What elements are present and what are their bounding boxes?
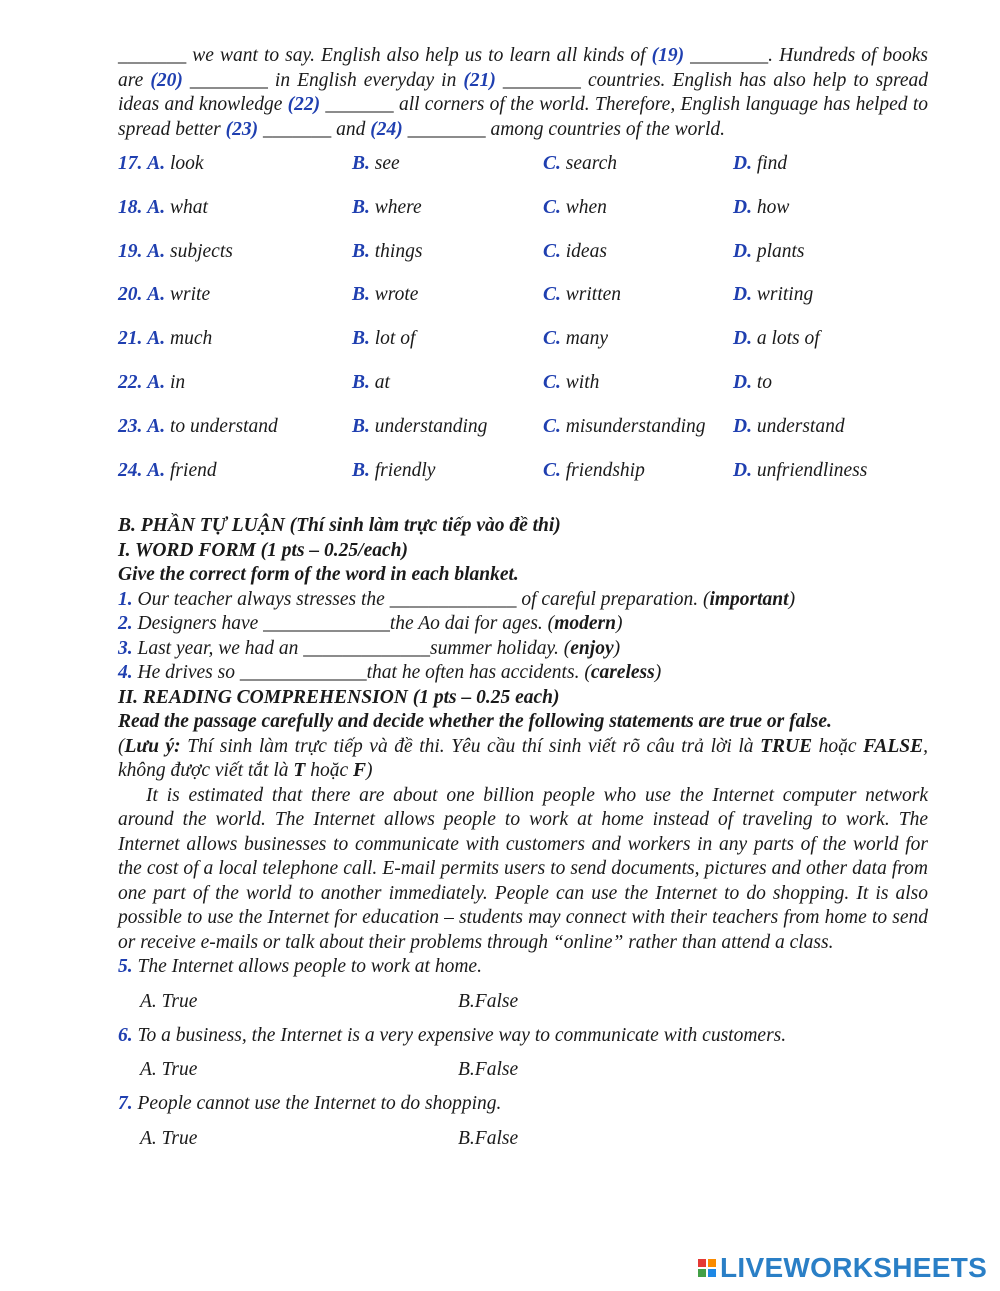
blank-21[interactable]: (21)	[463, 69, 496, 91]
question-row	[118, 371, 928, 415]
option-true[interactable]: A. True	[140, 1127, 198, 1149]
word-form-item[interactable]: 4. He drives so _____________that he often has accidents. (careless)	[118, 662, 662, 684]
option-d[interactable]: D. how	[733, 196, 790, 218]
option-a[interactable]: 17. A. look	[118, 153, 204, 174]
word-form-item[interactable]: 1. Our teacher always stresses the _____________ of careful preparation. (important)	[118, 588, 796, 610]
option-c[interactable]: C. misunderstanding	[543, 415, 706, 437]
question-row	[118, 196, 928, 240]
word-form-heading: I. WORD FORM (1 pts – 0.25/each)	[118, 539, 408, 561]
option-c[interactable]: C. ideas	[543, 240, 607, 262]
option-d[interactable]: D. plants	[733, 240, 805, 262]
option-d[interactable]: D. find	[733, 153, 788, 174]
option-b[interactable]: B. things	[352, 240, 423, 262]
reading-heading: II. READING COMPREHENSION (1 pts – 0.25 each)	[118, 686, 560, 708]
question-row	[118, 459, 928, 503]
option-b[interactable]: B. at	[352, 371, 390, 393]
option-d[interactable]: D. to	[733, 371, 773, 393]
statement: 7. People cannot use the Internet to do shopping.	[118, 1093, 502, 1115]
word-form-item[interactable]: 3. Last year, we had an _____________summer holiday. (enjoy)	[118, 637, 621, 659]
question-row	[118, 327, 928, 371]
reading-instruction: Read the passage carefully and decide whether the following statements are true or false.	[118, 711, 832, 733]
option-c[interactable]: C. with	[543, 371, 600, 393]
option-d[interactable]: D. unfriendliness	[733, 459, 868, 481]
option-a[interactable]: 22. A. in	[118, 371, 186, 393]
option-a[interactable]: 20. A. write	[118, 284, 211, 306]
option-c[interactable]: C. search	[543, 153, 618, 174]
option-false[interactable]: B.False	[458, 1059, 519, 1081]
option-d[interactable]: D. a lots of	[733, 328, 820, 350]
blank-23[interactable]: (23)	[225, 118, 259, 140]
option-a[interactable]: 23. A. to understand	[118, 415, 278, 437]
option-a[interactable]: 21. A. much	[118, 328, 213, 350]
blank-20[interactable]: (20)	[150, 69, 183, 91]
option-false[interactable]: B.False	[458, 990, 519, 1012]
reading-note: (Lưu ý: Thí sinh làm trực tiếp và đề thi. Yêu cầu thí sinh viết rõ câu trả lời là TRUE hoặc FALSE, không được viết tắt là T hoặc F)	[118, 735, 929, 782]
question-row	[118, 152, 928, 196]
option-c[interactable]: C. many	[543, 328, 609, 350]
question-row	[118, 240, 928, 284]
multiple-choice-list	[118, 152, 928, 502]
option-b[interactable]: B. understanding	[352, 415, 488, 437]
true-false-options	[140, 1058, 928, 1082]
word-form-instruction: Give the correct form of the word in each blanket.	[118, 564, 519, 586]
true-false-options	[140, 1127, 928, 1151]
question-row	[118, 283, 928, 327]
option-false[interactable]: B.False	[458, 1127, 519, 1149]
question-row	[118, 415, 928, 459]
reading-passage: It is estimated that there are about one billion people who use the Internet computer network around the world. The Internet allows people to work at home instead of traveling to work. The Internet allows businesses to communicate with customers and workers in any parts of the world for the cost of a local telephone call. E-mail permits users to send documents, pictures and other data from one part of the world to another immediately. People can use the Internet to do shopping. It is also possible to use the Internet for education – students may connect with their teachers from home to send or receive e-mails or talk about their problems through “online” rather than attend a class.	[118, 784, 928, 953]
option-b[interactable]: B. friendly	[352, 459, 436, 481]
option-d[interactable]: D. understand	[733, 415, 845, 437]
section-b-heading: B. PHẦN TỰ LUẬN (Thí sinh làm trực tiếp vào đề thi)	[118, 515, 561, 537]
option-true[interactable]: A. True	[140, 1059, 198, 1081]
statement: 6. To a business, the Internet is a very expensive way to communicate with customers.	[118, 1024, 787, 1046]
passage-end: _______ we want to say. English also help us to learn all kinds of (19) ________. Hundreds of books are (20) ________ in English everyday in (21) ________ countries. English has also help to spread ideas and knowledge (22) _______ all corners of the world. Therefore, English language has helped to spread better (23) _______ and (24) ________ among countries of the world.	[118, 45, 929, 140]
option-a[interactable]: 24. A. friend	[118, 459, 217, 481]
statement: 5. The Internet allows people to work at home.	[118, 956, 482, 978]
worksheet-page	[118, 44, 928, 1161]
option-b[interactable]: B. where	[352, 196, 422, 218]
option-true[interactable]: A. True	[140, 990, 198, 1012]
brand-name: LIVEWORKSHEETS	[720, 1252, 988, 1283]
option-d[interactable]: D. writing	[733, 284, 814, 306]
option-b[interactable]: B. wrote	[352, 284, 419, 306]
blank-22[interactable]: (22)	[287, 94, 321, 115]
option-b[interactable]: B. see	[352, 153, 400, 174]
option-c[interactable]: C. when	[543, 196, 607, 218]
blank-19[interactable]: (19)	[651, 45, 685, 66]
true-false-options	[140, 990, 928, 1014]
option-a[interactable]: 18. A. what	[118, 196, 208, 218]
logo-mark-icon	[698, 1259, 716, 1277]
option-a[interactable]: 19. A. subjects	[118, 240, 233, 262]
option-b[interactable]: B. lot of	[352, 328, 416, 350]
blank-24[interactable]: (24)	[370, 118, 403, 140]
option-c[interactable]: C. friendship	[543, 459, 645, 481]
option-c[interactable]: C. written	[543, 284, 622, 306]
word-form-item[interactable]: 2. Designers have _____________the Ao dai for ages. (modern)	[118, 613, 623, 635]
liveworksheets-logo	[698, 1252, 987, 1284]
